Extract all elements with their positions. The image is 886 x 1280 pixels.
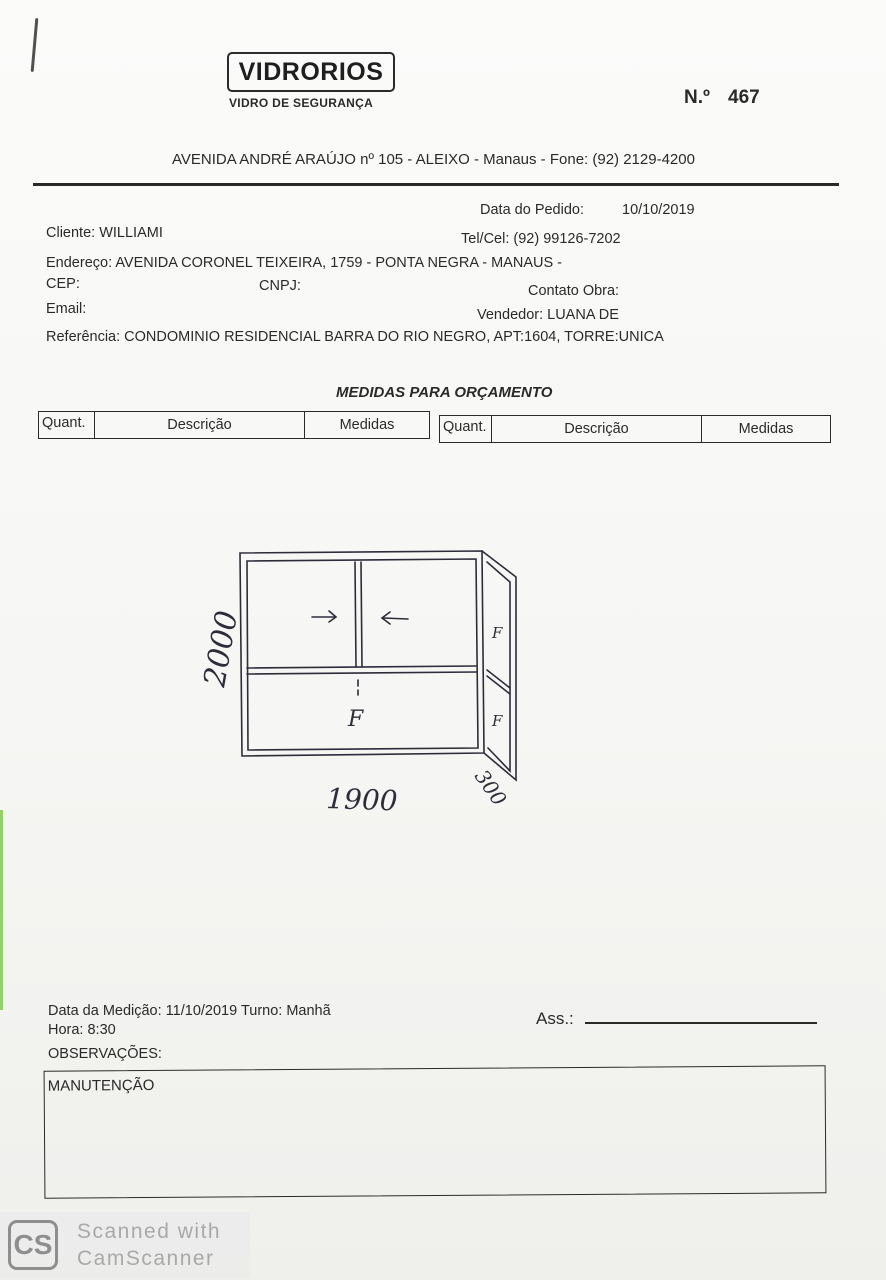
order-number-label: N.º xyxy=(684,87,710,108)
fixed-label-side-bottom: F xyxy=(492,712,503,730)
company-address: AVENIDA ANDRÉ ARAÚJO nº 105 - ALEIXO - Manaus - Fone: (92) 2129-4200 xyxy=(172,151,695,168)
signature-label: Ass.: xyxy=(536,1009,574,1028)
cep-field: CEP: xyxy=(46,276,80,292)
height-dimension: 2000 xyxy=(197,608,246,690)
seller-field: Vendedor: LUANA DE xyxy=(477,307,619,323)
col-descricao: Descrição xyxy=(95,412,305,438)
company-tagline: VIDRO DE SEGURANÇA xyxy=(229,96,374,110)
company-logo-text: VIDRORIOS xyxy=(238,57,384,86)
email-field: Email: xyxy=(46,301,87,317)
depth-dimension: 300 xyxy=(469,765,512,811)
col-quant: Quant. xyxy=(39,412,95,438)
address-field: Endereço: AVENIDA CORONEL TEIXEIRA, 1759 - PONTA NEGRA - MANAUS - xyxy=(46,255,562,271)
client-field: Cliente: WILLIAMI xyxy=(46,225,163,241)
camscanner-logo-icon: CS xyxy=(8,1220,58,1270)
col-quant: Quant. xyxy=(440,416,492,442)
col-descricao: Descrição xyxy=(492,416,702,442)
measures-table-right xyxy=(439,415,831,443)
fixed-label-side-top: F xyxy=(492,624,503,642)
company-logo xyxy=(227,52,395,92)
signature-line xyxy=(585,1022,817,1024)
observations-label: OBSERVAÇÕES: xyxy=(48,1046,162,1062)
cnpj-field: CNPJ: xyxy=(259,278,301,294)
order-number-value: 467 xyxy=(728,87,760,108)
scan-edge-strip xyxy=(0,810,3,1010)
watermark-line-1: Scanned with xyxy=(77,1220,222,1243)
side-panel xyxy=(482,551,516,780)
watermark-line-2: CamScanner xyxy=(77,1247,215,1270)
order-date-label: Data do Pedido: xyxy=(480,202,584,218)
fixed-label-bottom: F xyxy=(348,707,364,732)
measures-title: MEDIDAS PARA ORÇAMENTO xyxy=(336,384,553,401)
measures-table-left xyxy=(38,411,430,439)
observations-box xyxy=(44,1065,827,1198)
phone-field: Tel/Cel: (92) 99126-7202 xyxy=(461,231,621,247)
arrow-left-icon xyxy=(383,618,408,619)
order-date-value: 10/10/2019 xyxy=(622,202,695,218)
width-dimension: 1900 xyxy=(325,782,399,818)
header-divider xyxy=(33,183,839,186)
measurement-time: Hora: 8:30 xyxy=(48,1022,116,1038)
observations-text: MANUTENÇÃO xyxy=(47,1076,155,1095)
scanner-watermark xyxy=(0,1212,250,1278)
window-sketch xyxy=(190,540,530,820)
col-medidas: Medidas xyxy=(738,421,794,437)
pen-stroke-mark xyxy=(31,18,39,72)
reference-field: Referência: CONDOMINIO RESIDENCIAL BARRA DO RIO NEGRO, APT:1604, TORRE:UNICA xyxy=(46,329,664,345)
col-medidas: Medidas xyxy=(339,417,395,433)
contact-field: Contato Obra: xyxy=(528,283,620,299)
measurement-date: Data da Medição: 11/10/2019 Turno: Manhã xyxy=(48,1003,331,1019)
